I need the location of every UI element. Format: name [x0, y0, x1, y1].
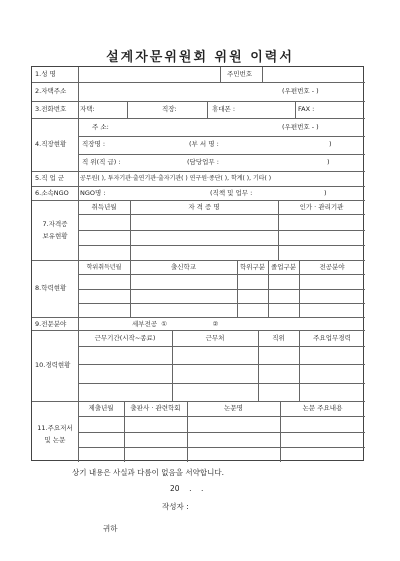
education-header-major: 전공분야 — [319, 263, 345, 271]
job-company: 직장명 : — [82, 140, 106, 148]
writings-header-date: 제출년월 — [88, 404, 114, 412]
education-header-date: 학위취득년월 — [86, 264, 122, 271]
writings-header-summary: 논문 주요내용 — [302, 404, 343, 412]
resident-no-label: 주민번호 — [227, 70, 253, 78]
education-header-graduation: 졸업구분 — [270, 263, 297, 271]
fax: FAX : — [298, 105, 315, 113]
resume-form — [31, 66, 364, 461]
license-header-agency: 인가 · 관리기관 — [299, 203, 344, 211]
specialty-detail: 세부전공 ① ② — [132, 320, 219, 328]
job-position: 직 위(직 급) : — [82, 158, 121, 166]
job-dept-close: ) — [329, 140, 332, 148]
career-header-duties: 주요업무경력 — [313, 334, 351, 342]
ngo-position: (직책 및 업무 : — [210, 189, 253, 197]
job-postal: (우편번호 - ) — [282, 123, 319, 131]
license-header-name: 자 격 증 명 — [188, 203, 220, 211]
writer-line: 작성자 : — [162, 502, 189, 511]
label-occupation: 5.직 업 군 — [35, 174, 65, 182]
addressee: 귀하 — [103, 524, 118, 533]
education-header-school: 출신학교 — [170, 263, 197, 271]
phone-home: 자택: — [80, 105, 95, 113]
date-line: 20 . . — [170, 484, 204, 493]
job-duty-close: ) — [327, 158, 330, 166]
label-job: 4.직장현황 — [35, 140, 67, 148]
label-phone: 3.전화번호 — [35, 105, 67, 113]
label-ngo: 6.소속NGO — [35, 189, 69, 197]
job-address: 주 소: — [92, 123, 109, 131]
label-education: 8.학력현황 — [35, 284, 67, 292]
postal-code: (우편번호 - ) — [282, 87, 319, 95]
label-address: 2.자택주소 — [35, 87, 67, 95]
education-header-degree: 학위구분 — [239, 263, 266, 271]
form-title: 설계자문위원회 위원 이력서 — [106, 50, 294, 65]
writings-header-title: 논문명 — [224, 404, 243, 412]
phone-mobile: 휴대폰 : — [212, 105, 236, 113]
job-duty: (담당업무 : — [187, 158, 219, 166]
label-career: 10.경력현황 — [35, 361, 71, 369]
phone-work: 직장: — [162, 105, 177, 113]
pledge-statement: 상기 내용은 사실과 다름이 없음을 서약합니다. — [72, 468, 224, 477]
career-header-workplace: 근무처 — [205, 334, 225, 342]
label-specialty: 9.전문분야 — [35, 320, 67, 328]
label-writings: 11.주요저서 및 논문 — [37, 424, 73, 444]
license-header-date: 취득년월 — [91, 203, 117, 211]
label-license: 7.자격증 보유현황 — [42, 220, 68, 240]
occupation-options: 공무원( ), 투자기관·출연기관·출자기관( ) 연구원·종단( ), 학계( ), 기타( ) — [80, 175, 272, 182]
label-name: 1.성 명 — [35, 70, 56, 78]
ngo-name: NGO명 : — [80, 189, 106, 197]
writings-header-publisher: 출판사 · 관련학회 — [130, 404, 181, 412]
career-header-position: 직위 — [272, 334, 285, 342]
career-header-period: 근무기간(시작~종료) — [94, 334, 156, 342]
job-dept: (부 서 명 : — [189, 140, 219, 148]
ngo-close: ) — [324, 189, 327, 197]
